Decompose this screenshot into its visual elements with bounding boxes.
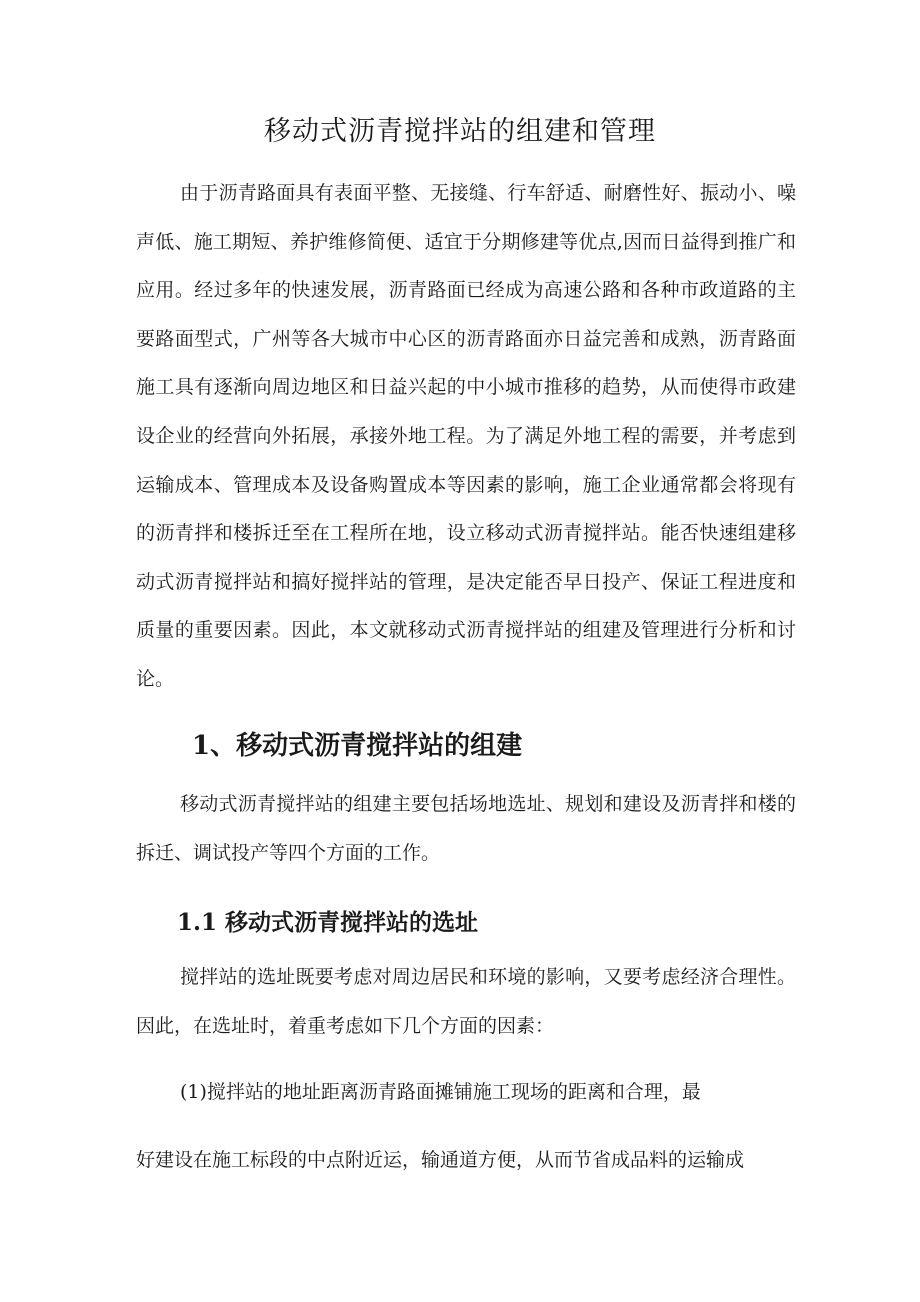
section-1-heading: 1、移动式沥青搅拌站的组建 [192, 731, 523, 761]
intro-paragraph: 由于沥青路面具有表面平整、无接缝、行车舒适、耐磨性好、振动小、噪声低、施工期短、养护维修简便、适宜于分期修建等优点,因而日益得到推广和应用。经过多年的快速发展，沥青路面已经成为高速公路和各种市政道路的主要路面型式，广州等各大城市中心区的沥青路面亦日益完善和成熟，沥青路面施工具有逐渐向周边地区和日益兴起的中小城市推移的趋势，从而使得市政建设企业的经营向外拓展，承接外地工程。为了满足外地工程的需要，并考虑到运输成本、管理成本及设备购置成本等因素的影响，施工企业通常都会将现有的沥青拌和楼拆迁至在工程所在地，设立移动式沥青搅拌站。能否快速组建移动式沥青搅拌站和搞好搅拌站的管理，是决定能否早日投产、保证工程进度和质量的重要因素。因此，本文就移动式沥青搅拌站的组建及管理进行分析和讨论。 [136, 182, 796, 690]
list-item-1: (1)搅拌站的地址距离沥青路面摊铺施工现场的距离和合理，最 [180, 1081, 701, 1103]
document-title: 移动式沥青搅拌站的组建和管理 [264, 116, 656, 147]
section-1-paragraph: 移动式沥青搅拌站的组建主要包括场地选址、规划和建设及沥青拌和楼的拆迁、调试投产等四个方面的工作。 [136, 793, 796, 864]
section-1-1-heading: 1.1 移动式沥青搅拌站的选址 [177, 909, 479, 936]
list-item-1-continued: 好建设在施工标段的中点附近运，输通道方便，从而节省成品料的运输成 [136, 1149, 745, 1171]
section-1-1-paragraph: 搅拌站的选址既要考虑对周边居民和环境的影响，又要考虑经济合理性。因此，在选址时，着重考虑如下几个方面的因素： [136, 966, 796, 1037]
